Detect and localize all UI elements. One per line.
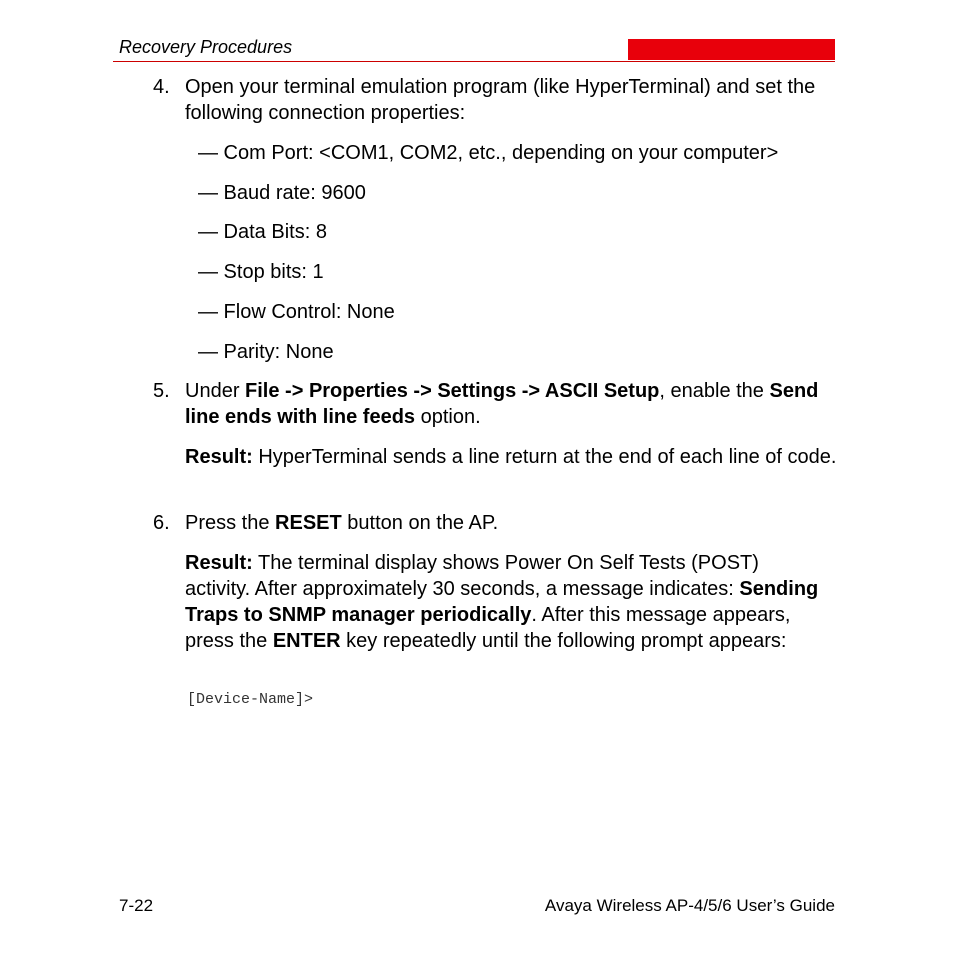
enter-key-name: ENTER — [272, 630, 341, 652]
header-rule — [113, 61, 835, 62]
result-label: Result: — [185, 446, 253, 468]
step-4-number: 4. — [153, 76, 170, 98]
step-6-text: Press the RESET button on the AP. — [185, 512, 499, 534]
guide-title: Avaya Wireless AP-4/5/6 User’s Guide — [544, 896, 835, 915]
trap-message: Sending Traps to SNMP manager periodically — [185, 578, 819, 626]
header-accent-bar — [628, 39, 835, 60]
step-4-text: Open your terminal emulation program (like HyperTerminal) and set the following connection properties: — [185, 76, 816, 124]
bullet-flow-control: — Flow Control: None — [198, 301, 395, 323]
step-5-number: 5. — [153, 380, 170, 402]
result-label: Result: — [185, 552, 253, 574]
page-number: 7-22 — [119, 896, 154, 915]
running-header-title: Recovery Procedures — [119, 37, 293, 57]
step-6-number: 6. — [153, 512, 170, 534]
menu-path: File -> Properties -> Settings -> ASCII Setup — [245, 380, 660, 402]
step-5-text: Under File -> Properties -> Settings -> ASCII Setup, enable the Send line ends with line feeds option. — [185, 380, 819, 428]
bullet-com-port: — Com Port: <COM1, COM2, etc., depending on your computer> — [198, 142, 779, 164]
step-6-result: Result: The terminal display shows Power On Self Tests (POST) activity. After approximately 30 seconds, a message indicates: Sending Traps to SNMP manager periodically. After this message appears, press the ENTER key repeatedly until the following prompt appears: — [185, 552, 819, 652]
bullet-stop-bits: — Stop bits: 1 — [198, 261, 324, 283]
prompt-code: [Device-Name]> — [187, 691, 314, 708]
step-5-result: Result: HyperTerminal sends a line return at the end of each line of code. — [185, 446, 837, 468]
option-name: Send line ends with line feeds — [185, 380, 819, 428]
reset-button-name: RESET — [275, 512, 342, 534]
bullet-data-bits: — Data Bits: 8 — [198, 221, 327, 243]
bullet-parity: — Parity: None — [198, 341, 334, 363]
bullet-baud-rate: — Baud rate: 9600 — [198, 182, 366, 204]
